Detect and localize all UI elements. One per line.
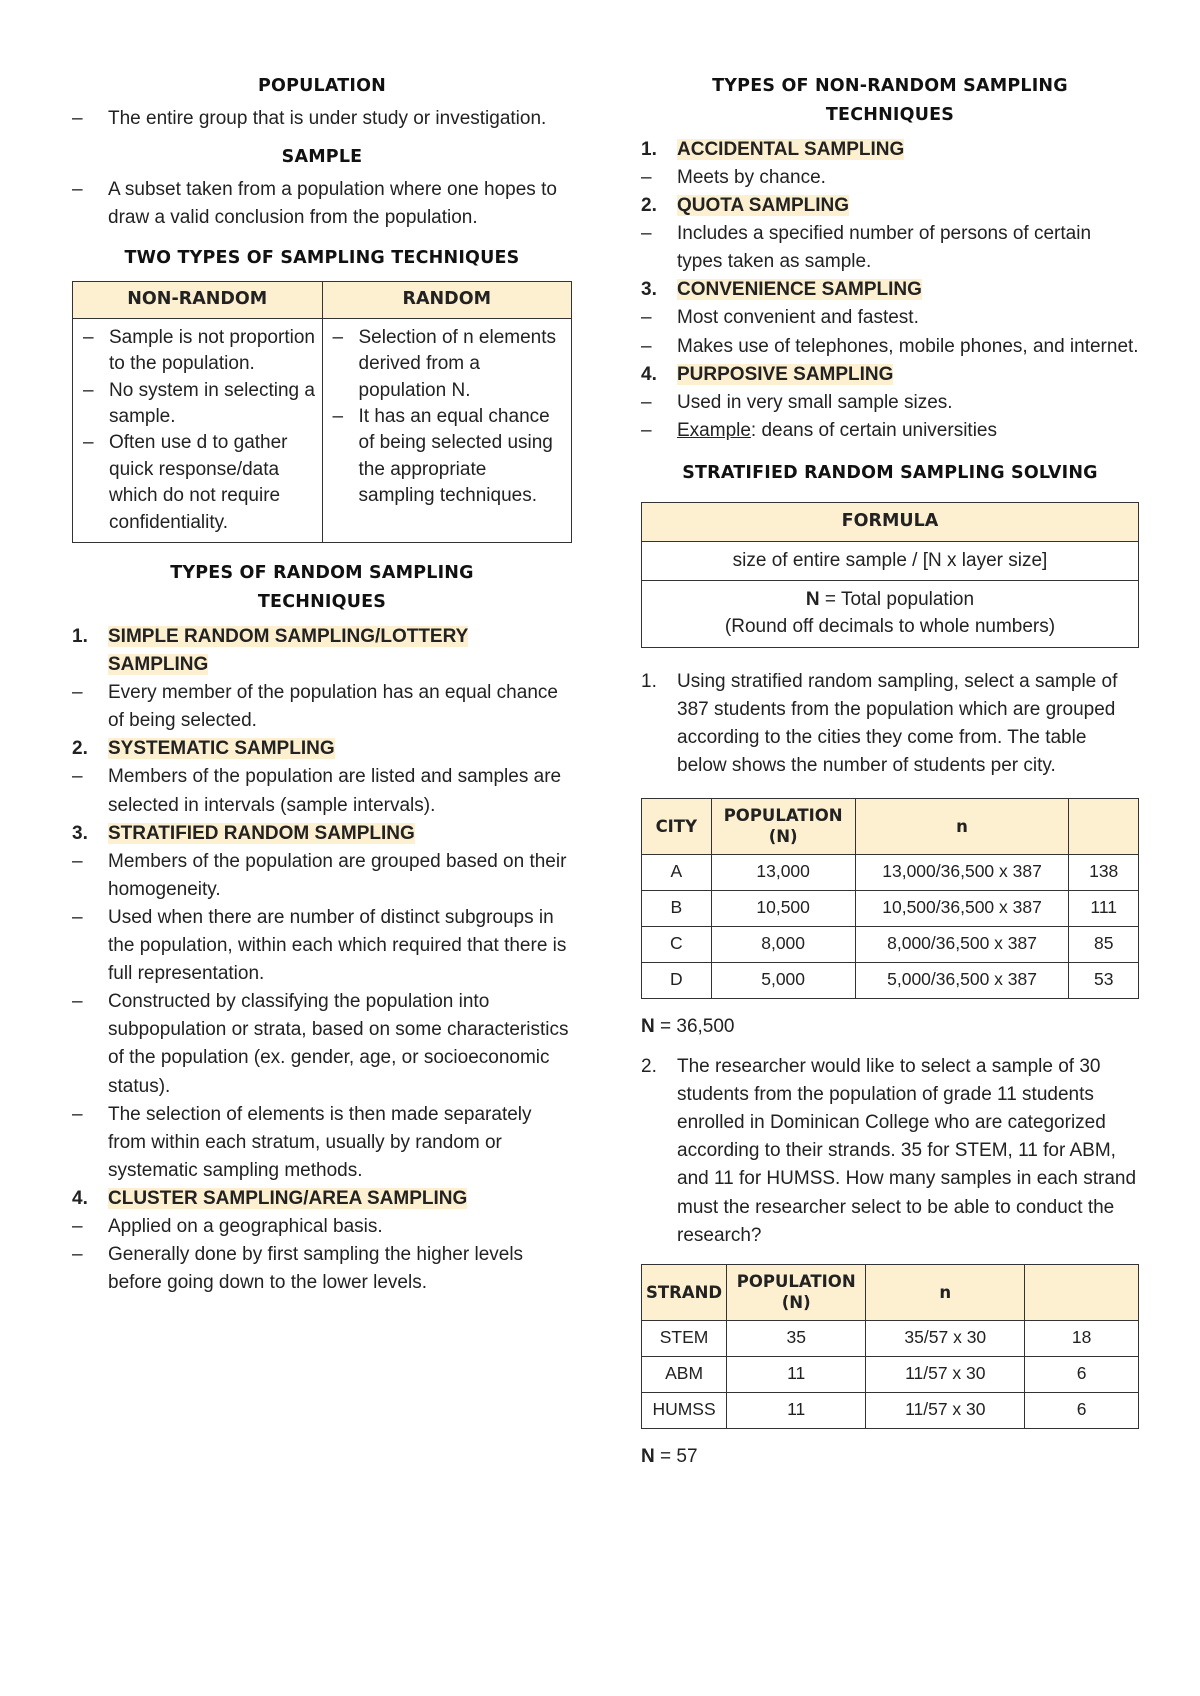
table-cell: D xyxy=(642,962,712,998)
list-item xyxy=(72,735,572,819)
table-row xyxy=(642,890,1139,926)
list-item xyxy=(641,192,1139,276)
n-symbol: N xyxy=(805,589,820,611)
table-cell: 18 xyxy=(1025,1320,1139,1356)
total-value: = 36,500 xyxy=(654,1015,735,1037)
col-header: POPULATION (N) xyxy=(711,798,855,854)
technique-points xyxy=(72,763,572,819)
table-row xyxy=(642,962,1139,998)
non-random-cell xyxy=(73,318,323,542)
table-cell: 5,000/36,500 x 387 xyxy=(855,962,1069,998)
technique-title: CLUSTER SAMPLING/AREA SAMPLING xyxy=(108,1188,468,1210)
list-item: – Members of the population are grouped based on their homogeneity. xyxy=(72,848,572,904)
table-row xyxy=(642,541,1139,581)
table-header-row xyxy=(642,1264,1139,1320)
table-cell: 11/57 x 30 xyxy=(866,1392,1025,1428)
table-row xyxy=(642,581,1139,647)
table-cell: 85 xyxy=(1069,926,1139,962)
non-random-header: NON-RANDOM xyxy=(73,281,323,318)
total-value: = 57 xyxy=(654,1445,698,1467)
problem-text: The researcher would like to select a sample of 30 students from the population of grade 11 students enrolled in Dominican College who are categorized according to their strands. 35 for STEM, 11 for ABM, and 11 for HUMSS. How many samples in each strand must the researcher select to be able to conduct the research? xyxy=(677,1056,1137,1246)
population-list xyxy=(72,105,572,133)
round-note: (Round off decimals to whole numbers) xyxy=(724,615,1056,637)
item-number: 1. xyxy=(641,138,657,160)
list-item: – Members of the population are listed and samples are selected in intervals (sample intervals). xyxy=(72,763,572,819)
list-item: – Often use d to gather quick response/data which do not require confidentiality. xyxy=(83,430,316,536)
item-number: 3. xyxy=(641,279,657,301)
technique-points xyxy=(72,848,572,1185)
problem-text: Using stratified random sampling, select a sample of 387 students from the population which are grouped according to the cities they come from. The table below shows the number of students per city. xyxy=(677,670,1118,776)
list-item xyxy=(72,623,572,735)
n-symbol: N xyxy=(641,1015,655,1037)
item-number: 2. xyxy=(641,194,657,216)
random-types-heading: TYPES OF RANDOM SAMPLING TECHNIQUES xyxy=(170,563,474,612)
table-cell: A xyxy=(642,854,712,890)
list-item: – Meets by chance. xyxy=(641,164,1139,192)
problem-1 xyxy=(641,668,1139,780)
table-row xyxy=(642,854,1139,890)
table-cell: 10,500 xyxy=(711,890,855,926)
list-item: – Includes a specified number of persons of certain types taken as sample. xyxy=(641,220,1139,276)
table-header-row xyxy=(73,281,572,318)
list-item: – Used when there are number of distinct subgroups in the population, within each which required that there is full representation. xyxy=(72,904,572,988)
technique-points xyxy=(641,220,1139,276)
formula-header: FORMULA xyxy=(642,502,1139,541)
table-header-row xyxy=(642,798,1139,854)
problem-number: 1. xyxy=(641,670,657,692)
list-item: – Makes use of telephones, mobile phones, and internet. xyxy=(641,333,1139,361)
list-item: – Sample is not proportion to the population. xyxy=(83,325,316,378)
table-cell: STEM xyxy=(642,1320,727,1356)
population-heading: POPULATION xyxy=(257,76,387,96)
table-cell: C xyxy=(642,926,712,962)
table-cell: 8,000/36,500 x 387 xyxy=(855,926,1069,962)
col-header: n xyxy=(855,798,1069,854)
example-text: : deans of certain universities xyxy=(750,419,997,441)
list-item xyxy=(641,361,1139,445)
table-cell: 11/57 x 30 xyxy=(866,1356,1025,1392)
table-cell: 6 xyxy=(1025,1356,1139,1392)
table-cell: 13,000 xyxy=(711,854,855,890)
technique-title: SIMPLE RANDOM SAMPLING/LOTTERY SAMPLING xyxy=(108,625,469,675)
example-item xyxy=(641,417,1139,445)
table-header-row xyxy=(642,502,1139,541)
list-item: – No system in selecting a sample. xyxy=(83,378,316,431)
col-header: n xyxy=(866,1264,1025,1320)
technique-points xyxy=(72,1213,572,1297)
col-header xyxy=(1025,1264,1139,1320)
table-cell: 10,500/36,500 x 387 xyxy=(855,890,1069,926)
total-population-2 xyxy=(641,1443,1139,1471)
table-row xyxy=(642,1392,1139,1428)
city-table xyxy=(641,798,1139,999)
table-row xyxy=(642,1356,1139,1392)
list-item: – Generally done by first sampling the higher levels before going down to the lower levels. xyxy=(72,1241,572,1297)
right-column xyxy=(641,72,1139,1471)
stratified-heading: STRATIFIED RANDOM SAMPLING SOLVING xyxy=(682,462,1098,483)
list-item: – It has an equal chance of being selected using the appropriate sampling techniques. xyxy=(333,404,566,510)
list-item xyxy=(72,820,572,1185)
example-label: Example xyxy=(677,419,751,441)
list-item: – Most convenient and fastest. xyxy=(641,304,1139,332)
table-row xyxy=(642,1320,1139,1356)
table-cell: ABM xyxy=(642,1356,727,1392)
sample-heading: SAMPLE xyxy=(281,146,363,167)
table-cell: 5,000 xyxy=(711,962,855,998)
problem-number: 2. xyxy=(641,1056,657,1078)
list-item: – The selection of elements is then made separately from within each stratum, usually by random or systematic sampling methods. xyxy=(72,1101,572,1185)
table-cell: 11 xyxy=(727,1392,866,1428)
list-item xyxy=(641,136,1139,192)
table-cell: HUMSS xyxy=(642,1392,727,1428)
technique-title: QUOTA SAMPLING xyxy=(677,194,850,216)
list-item xyxy=(72,1185,572,1297)
table-cell: 11 xyxy=(727,1356,866,1392)
two-types-heading: TWO TYPES OF SAMPLING TECHNIQUES xyxy=(124,248,520,269)
sample-list xyxy=(72,176,572,232)
table-row xyxy=(642,926,1139,962)
formula-table xyxy=(641,502,1139,648)
technique-title: PURPOSIVE SAMPLING xyxy=(677,363,894,385)
population-definition: – The entire group that is under study or investigation. xyxy=(72,105,572,133)
list-item: – Applied on a geographical basis. xyxy=(72,1213,572,1241)
table-cell: 111 xyxy=(1069,890,1139,926)
total-population-1 xyxy=(641,1013,1139,1041)
two-types-table xyxy=(72,281,572,543)
list-item: – Every member of the population has an equal chance of being selected. xyxy=(72,679,572,735)
item-number: 4. xyxy=(72,1188,88,1210)
technique-title: SYSTEMATIC SAMPLING xyxy=(108,738,335,760)
table-cell: 8,000 xyxy=(711,926,855,962)
nonrandom-types-list xyxy=(641,136,1139,445)
list-item: – Used in very small sample sizes. xyxy=(641,389,1139,417)
table-cell: 35/57 x 30 xyxy=(866,1320,1025,1356)
random-header: RANDOM xyxy=(322,281,572,318)
n-definition: = Total population xyxy=(819,589,975,611)
sample-definition: – A subset taken from a population where one hopes to draw a valid conclusion from the population. xyxy=(72,176,572,232)
nonrandom-types-heading: TYPES OF NON-RANDOM SAMPLING TECHNIQUES xyxy=(712,76,1068,125)
col-header xyxy=(1069,798,1139,854)
list-item: – Selection of n elements derived from a population N. xyxy=(333,325,566,404)
item-number: 4. xyxy=(641,363,657,385)
problem-2 xyxy=(641,1053,1139,1250)
col-header: STRAND xyxy=(642,1264,727,1320)
left-column xyxy=(72,72,572,1297)
technique-title: CONVENIENCE SAMPLING xyxy=(677,279,922,301)
technique-points xyxy=(641,389,1139,445)
random-cell xyxy=(322,318,572,542)
table-cell: 35 xyxy=(727,1320,866,1356)
table-cell: 53 xyxy=(1069,962,1139,998)
formula-note-cell xyxy=(642,581,1139,647)
technique-points xyxy=(641,164,1139,192)
table-cell: 6 xyxy=(1025,1392,1139,1428)
technique-points xyxy=(641,304,1139,360)
col-header: POPULATION (N) xyxy=(727,1264,866,1320)
item-number: 3. xyxy=(72,822,88,844)
table-row xyxy=(73,318,572,542)
formula-cell: size of entire sample / [N x layer size] xyxy=(642,541,1139,581)
list-item xyxy=(641,276,1139,360)
item-number: 1. xyxy=(72,625,88,647)
random-types-list xyxy=(72,623,572,1298)
technique-points xyxy=(72,679,572,735)
n-symbol: N xyxy=(641,1445,655,1467)
technique-title: ACCIDENTAL SAMPLING xyxy=(677,138,905,160)
list-item: – Constructed by classifying the population into subpopulation or strata, based on some characteristics of the population (ex. gender, age, or socioeconomic status). xyxy=(72,988,572,1100)
item-number: 2. xyxy=(72,738,88,760)
strand-table xyxy=(641,1264,1139,1429)
random-list xyxy=(333,325,566,510)
table-cell: 138 xyxy=(1069,854,1139,890)
col-header: CITY xyxy=(642,798,712,854)
technique-title: STRATIFIED RANDOM SAMPLING xyxy=(108,822,415,844)
table-cell: B xyxy=(642,890,712,926)
non-random-list xyxy=(83,325,316,536)
table-cell: 13,000/36,500 x 387 xyxy=(855,854,1069,890)
